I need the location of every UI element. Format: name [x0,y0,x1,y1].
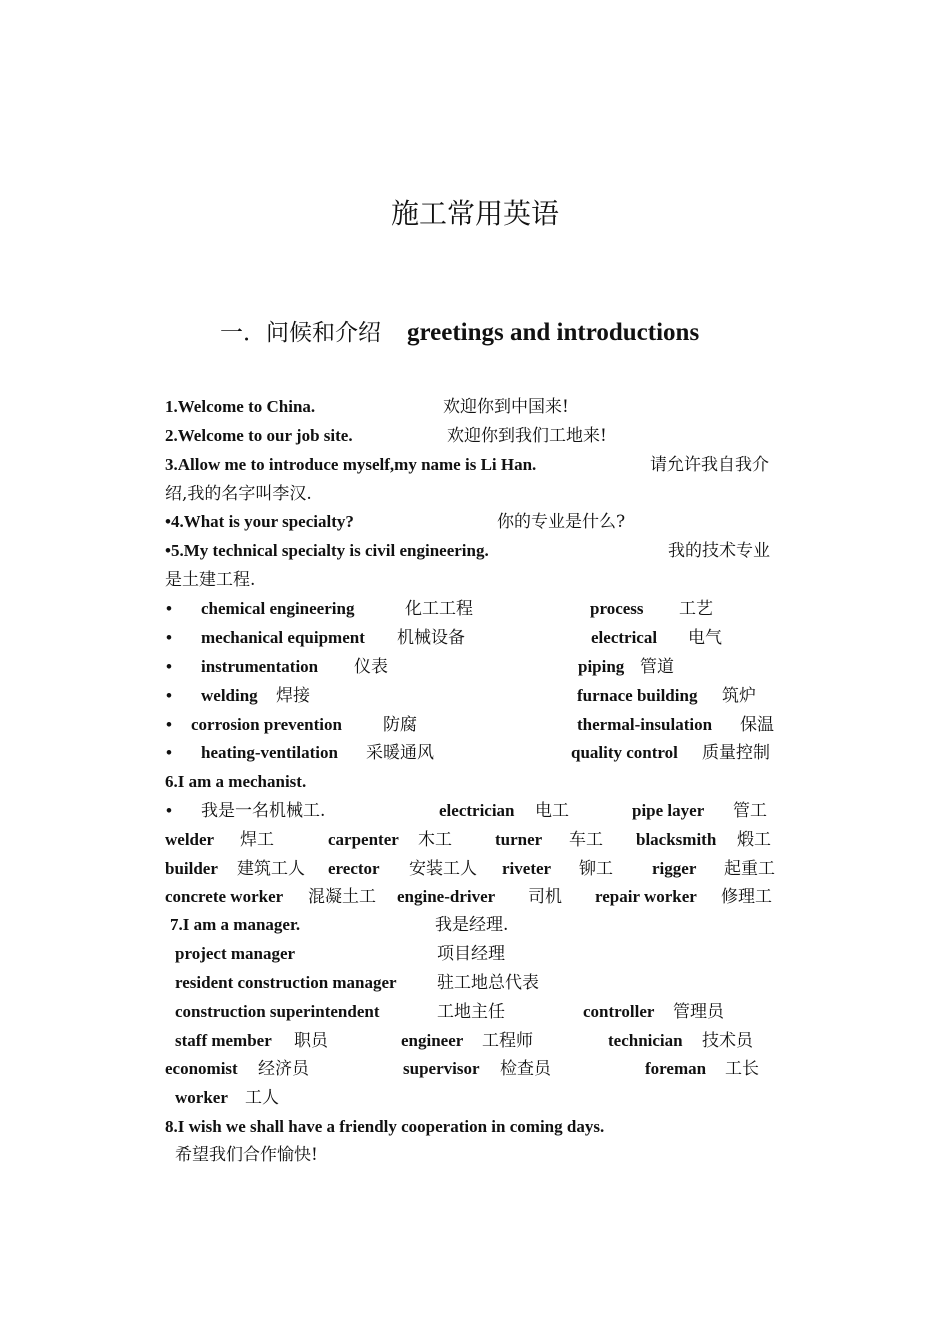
worker-en: turner [495,830,543,849]
manager-cn: 驻工地总代表 [437,973,539,993]
manager-en: engineer [401,1031,464,1050]
sentence-7-cn: 我是经理. [435,915,509,935]
worker-en: electrician [439,801,515,820]
specialty-en: welding [201,686,258,705]
manager-en: construction superintendent [175,1002,380,1021]
bullet: • [166,686,172,705]
bullet: • [166,657,172,676]
manager-en: worker [175,1088,228,1107]
specialty-en: heating-ventilation [201,743,338,762]
section-heading [220,314,699,347]
manager-cn: 工程师 [482,1031,533,1051]
worker-en: pipe layer [632,801,705,820]
sentence-4-cn: 你的专业是什么? [497,512,626,532]
manager-cn: 经济员 [258,1059,309,1079]
sentence-5-cn-2: 是土建工程. [165,570,256,590]
specialty-en-2: thermal-insulation [577,715,713,734]
worker-en: repair worker [595,887,697,906]
manager-en: resident construction manager [175,973,397,992]
bullet: • [166,801,172,820]
specialty-en-2: furnace building [577,686,698,705]
specialty-cn-2: 工艺 [679,599,713,619]
sentence-1-cn: 欢迎你到中国来! [443,397,569,417]
worker-en: riveter [502,859,552,878]
worker-en: rigger [652,859,697,878]
sentence-7-en: 7.I am a manager. [170,915,301,934]
manager-cn: 工地主任 [437,1002,505,1022]
specialty-cn: 机械设备 [397,628,465,648]
worker-en: welder [165,830,215,849]
sentence-1-en: 1.Welcome to China. [165,397,316,416]
manager-cn: 职员 [294,1031,328,1051]
bullet: • [166,715,172,734]
specialty-en-2: electrical [591,628,658,647]
specialty-cn-2: 筑炉 [722,686,756,706]
worker-cn: 修理工 [721,887,772,907]
worker-cn: 木工 [418,830,452,850]
worker-en: erector [328,859,380,878]
section-english: greetings and introductions [407,319,700,346]
worker-cn: 电工 [535,801,569,821]
manager-cn: 检查员 [500,1059,551,1079]
specialty-en-2: quality control [571,743,678,762]
manager-cn: 工人 [245,1088,279,1108]
manager-en: economist [165,1059,238,1078]
specialty-cn: 采暖通风 [366,743,434,763]
manager-en: supervisor [403,1059,480,1078]
worker-cn: 起重工 [724,859,775,879]
worker-cn: 焊工 [240,830,274,850]
specialty-cn-2: 管道 [640,657,674,677]
worker-en: carpenter [328,830,399,849]
manager-en: controller [583,1002,655,1021]
sentence-8-en: 8.I wish we shall have a friendly cooperation in coming days. [165,1117,605,1136]
specialty-en-2: piping [578,657,625,676]
specialty-en: chemical engineering [201,599,355,618]
sentence-2-cn: 欢迎你到我们工地来! [447,426,607,446]
sentence-5-cn-1: 我的技术专业 [668,541,770,561]
bullet: • [166,599,172,618]
specialty-en: mechanical equipment [201,628,365,647]
sentence-4-en: •4.What is your specialty? [165,512,354,531]
worker-en: blacksmith [636,830,717,849]
sentence-3-cn-1: 请允许我自我介 [650,455,769,475]
manager-en: foreman [645,1059,707,1078]
specialty-en-2: process [590,599,644,618]
specialty-cn-2: 保温 [740,715,774,735]
worker-cn: 建筑工人 [237,859,305,879]
manager-cn: 技术员 [702,1031,753,1051]
specialty-en: instrumentation [201,657,319,676]
worker-en: builder [165,859,218,878]
bullet: • [166,743,172,762]
worker-cn: 铆工 [579,859,613,879]
manager-en: technician [608,1031,683,1050]
specialty-cn: 化工工程 [405,599,473,619]
worker-cn: 混凝土工 [308,887,376,907]
bullet: • [166,628,172,647]
worker-cn: 安装工人 [409,859,477,879]
worker-cn: 车工 [569,830,603,850]
sentence-3-cn-2: 绍,我的名字叫李汉. [165,484,312,504]
worker-en: engine-driver [397,887,496,906]
worker-cn: 煅工 [737,830,771,850]
manager-en: staff member [175,1031,272,1050]
worker-cn: 司机 [528,887,562,907]
specialty-cn: 焊接 [276,686,310,706]
sentence-6-cn: 我是一名机械工. [201,801,326,821]
specialty-cn: 防腐 [383,715,417,735]
manager-cn: 项目经理 [437,944,505,964]
worker-en: concrete worker [165,887,284,906]
specialty-cn: 仪表 [354,657,388,677]
sentence-3-en: 3.Allow me to introduce myself,my name is Li Han. [165,455,537,474]
page-title: 施工常用英语 [390,197,559,230]
section-number: 一．问候和介绍 [220,320,381,346]
specialty-cn-2: 质量控制 [702,743,770,763]
specialty-en: corrosion prevention [191,715,342,734]
specialty-cn-2: 电气 [688,628,722,648]
manager-en: project manager [175,944,296,963]
manager-cn: 管理员 [673,1002,724,1022]
sentence-8-cn: 希望我们合作愉快! [175,1145,318,1165]
manager-cn: 工长 [725,1059,759,1079]
sentence-6-en: 6.I am a mechanist. [165,772,307,791]
worker-cn: 管工 [733,801,767,821]
sentence-2-en: 2.Welcome to our job site. [165,426,353,445]
sentence-5-en: •5.My technical specialty is civil engineering. [165,541,489,560]
